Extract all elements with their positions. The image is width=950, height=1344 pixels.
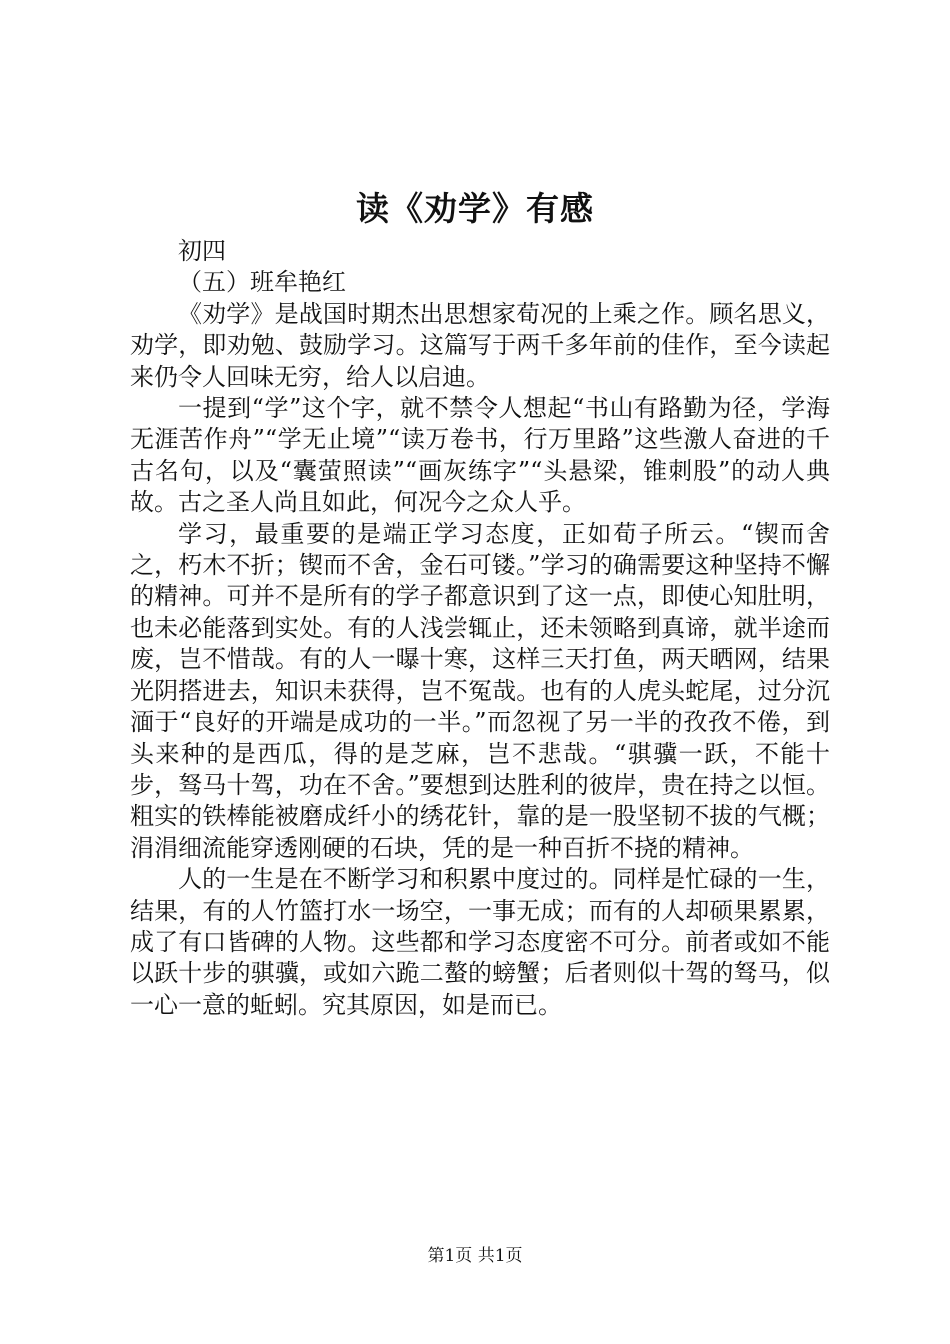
document-title: 读《劝学》有感 (356, 189, 594, 228)
paragraph-3: 学习，最重要的是端正学习态度，正如荀子所云。“锲而舍之，朽木不折；锲而不舍，金石可镂。”学习的确需要这种坚持不懈的精神。可并不是所有的学子都意识到了这一点，即使心知肚明，也未必能落到实处。有的人浅尝辄止，还未领略到真谛，就半途而废，岂不惜哉。有的人一曝十寒，这样三天打鱼，两天晒网，结果光阴搭进去，知识未获得，岂不冤哉。也有的人虎头蛇尾，过分沉湎于“良好的开端是成功的一半。”而忽视了另一半的孜孜不倦，到头来种的是西瓜，得的是芝麻，岂不悲哉。“骐骥一跃，不能十步，驽马十驾，功在不舍。”要想到达胜利的彼岸，贵在持之以恒。粗实的铁棒能被磨成纤小的绣花针，靠的是一股坚韧不拔的气概；涓涓细流能穿透刚硬的石块，凭的是一种百折不挠的精神。 (130, 519, 830, 862)
grade-line: 初四 (178, 237, 226, 265)
paragraph-4: 人的一生是在不断学习和积累中度过的。同样是忙碌的一生，结果，有的人竹篮打水一场空，一事无成；而有的人却硕果累累，成了有口皆碑的人物。这些都和学习态度密不可分。前者或如不能以跃十步的骐骥，或如六跪二螯的螃蟹；后者则似十驾的驽马，似一心一意的蚯蚓。究其原因，如是而已。 (130, 865, 830, 1019)
class-author-line: （五）班牟艳红 (178, 268, 346, 297)
paragraph-1: 《劝学》是战国时期杰出思想家荀况的上乘之作。顾名思义，劝学，即劝勉、鼓励学习。这篇写于两千多年前的佳作，至今读起来仍令人回味无穷，给人以启迪。 (130, 299, 830, 391)
page-footer: 第1页 共1页 (427, 1246, 523, 1266)
document-body (130, 236, 830, 1021)
paragraph-2: 一提到“学”这个字，就不禁令人想起“书山有路勤为径，学海无涯苦作舟”“学无止境”“读万卷书，行万里路”这些激人奋进的千古名句，以及“囊萤照读”“画灰练字”“头悬梁，锥刺股”的动人典故。古之圣人尚且如此，何况今之众人乎。 (130, 394, 830, 517)
